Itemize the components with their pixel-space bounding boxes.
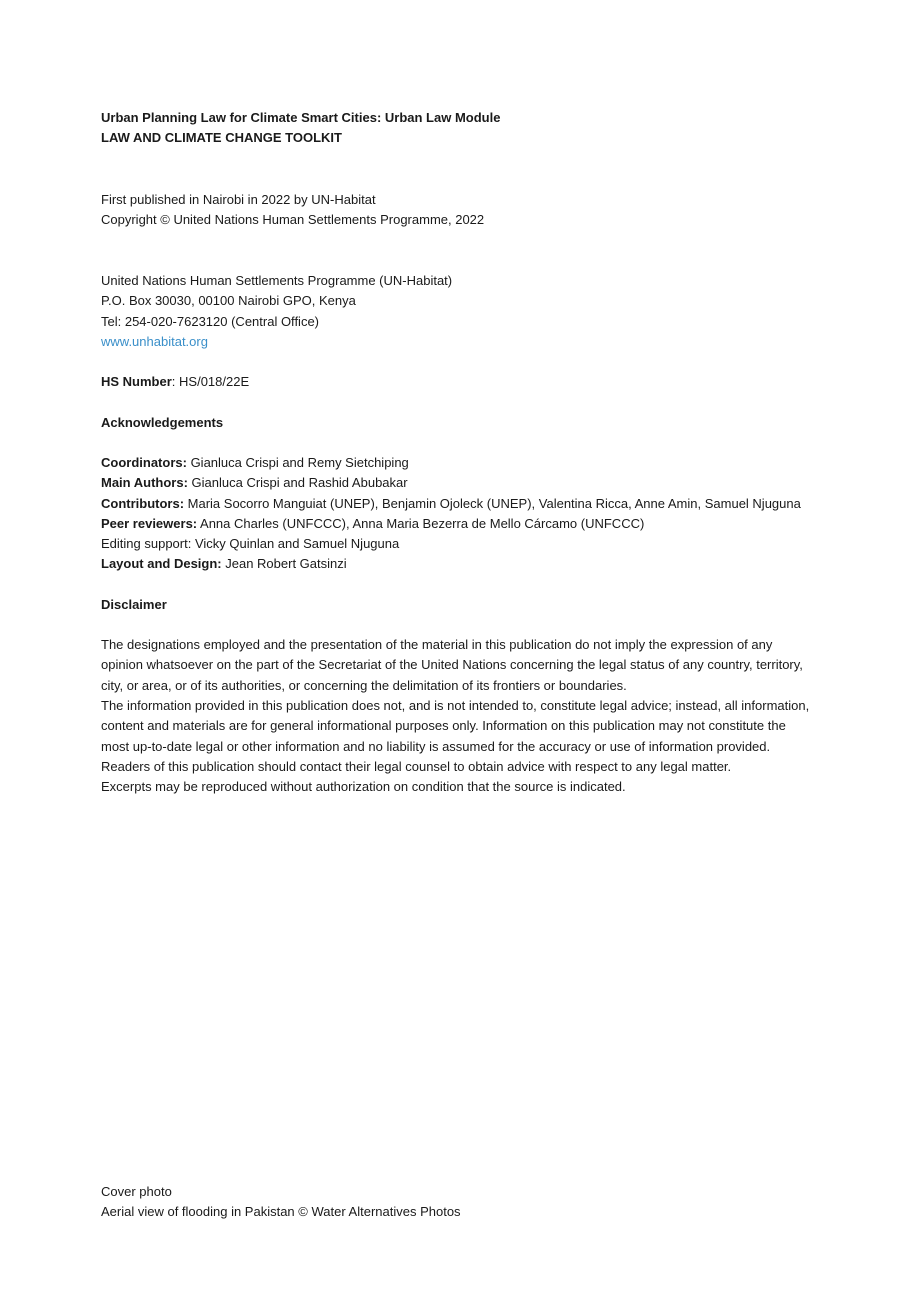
credit-coordinators (101, 453, 831, 473)
toolkit-title: LAW AND CLIMATE CHANGE TOOLKIT (101, 130, 342, 146)
document-title-block (101, 108, 831, 149)
main-authors-value: Gianluca Crispi and Rashid Abubakar (187, 475, 408, 491)
cover-photo-label: Cover photo (101, 1184, 172, 1199)
publication-info (101, 190, 831, 231)
disclaimer-line: opinion whatsoever on the part of the Secretariat of the United Nations concerning the legal status of any country, territory, (101, 657, 803, 673)
layout-label: Layout and Design: (101, 556, 222, 572)
cover-photo-credit (101, 1182, 461, 1223)
acknowledgements-heading: Acknowledgements (101, 414, 224, 430)
contributors-value: Maria Socorro Manguiat (UNEP), Benjamin Ojoleck (UNEP), Valentina Ricca, Anne Amin, Samuel Njuguna (184, 495, 801, 511)
hs-number-value: : HS/018/22E (171, 374, 250, 390)
document-title: Urban Planning Law for Climate Smart Cities: Urban Law Module (101, 110, 501, 125)
address-block (101, 271, 831, 352)
disclaimer-line: Readers of this publication should contact their legal counsel to obtain advice with respect to any legal matter. (101, 758, 732, 774)
peer-reviewers-value: Anna Charles (UNFCCC), Anna Maria Bezerra de Mello Cárcamo (UNFCCC) (197, 515, 645, 531)
coordinators-label: Coordinators: (101, 454, 187, 470)
disclaimer-line: most up-to-date legal or other information and no liability is assumed for the accuracy or use of information provided. (101, 738, 771, 754)
coordinators-value: Gianluca Crispi and Remy Sietchiping (186, 454, 409, 470)
peer-reviewers-label: Peer reviewers: (101, 515, 198, 531)
disclaimer-text (101, 635, 831, 797)
imprint-page (101, 108, 831, 797)
credit-main-authors (101, 473, 831, 493)
acknowledgements-heading-block (101, 413, 831, 433)
po-box: P.O. Box 30030, 00100 Nairobi GPO, Kenya (101, 293, 356, 309)
credit-editing-support: Editing support: Vicky Quinlan and Samuel Njuguna (101, 536, 400, 552)
main-authors-label: Main Authors: (101, 475, 188, 491)
hs-number-label: HS Number (101, 374, 172, 390)
credit-contributors (101, 494, 831, 514)
layout-value: Jean Robert Gatsinzi (221, 556, 347, 572)
disclaimer-line: The information provided in this publication does not, and is not intended to, constitute legal advice; instead, all information, (101, 697, 810, 713)
disclaimer-heading-block (101, 595, 831, 615)
organization-name: United Nations Human Settlements Programme (UN-Habitat) (101, 273, 453, 289)
credit-layout (101, 554, 831, 574)
copyright: Copyright © United Nations Human Settlements Programme, 2022 (101, 211, 485, 227)
telephone: Tel: 254-020-7623120 (Central Office) (101, 313, 319, 329)
credit-peer-reviewers (101, 514, 831, 534)
first-published: First published in Nairobi in 2022 by UN-Habitat (101, 191, 376, 207)
website-link[interactable]: www.unhabitat.org (101, 334, 208, 350)
disclaimer-line: content and materials are for general informational purposes only. Information on this publication may not constitute the (101, 718, 786, 734)
contributors-label: Contributors: (101, 495, 185, 511)
disclaimer-line: The designations employed and the presentation of the material in this publication do not imply the expression of any (101, 637, 773, 653)
disclaimer-heading: Disclaimer (101, 596, 167, 612)
hs-number (101, 372, 831, 392)
credits-list (101, 453, 831, 575)
disclaimer-line: Excerpts may be reproduced without authorization on condition that the source is indicated. (101, 779, 626, 795)
cover-photo-caption: Aerial view of flooding in Pakistan © Water Alternatives Photos (101, 1204, 461, 1220)
disclaimer-line: city, or area, or of its authorities, or concerning the delimitation of its frontiers or boundaries. (101, 677, 627, 693)
